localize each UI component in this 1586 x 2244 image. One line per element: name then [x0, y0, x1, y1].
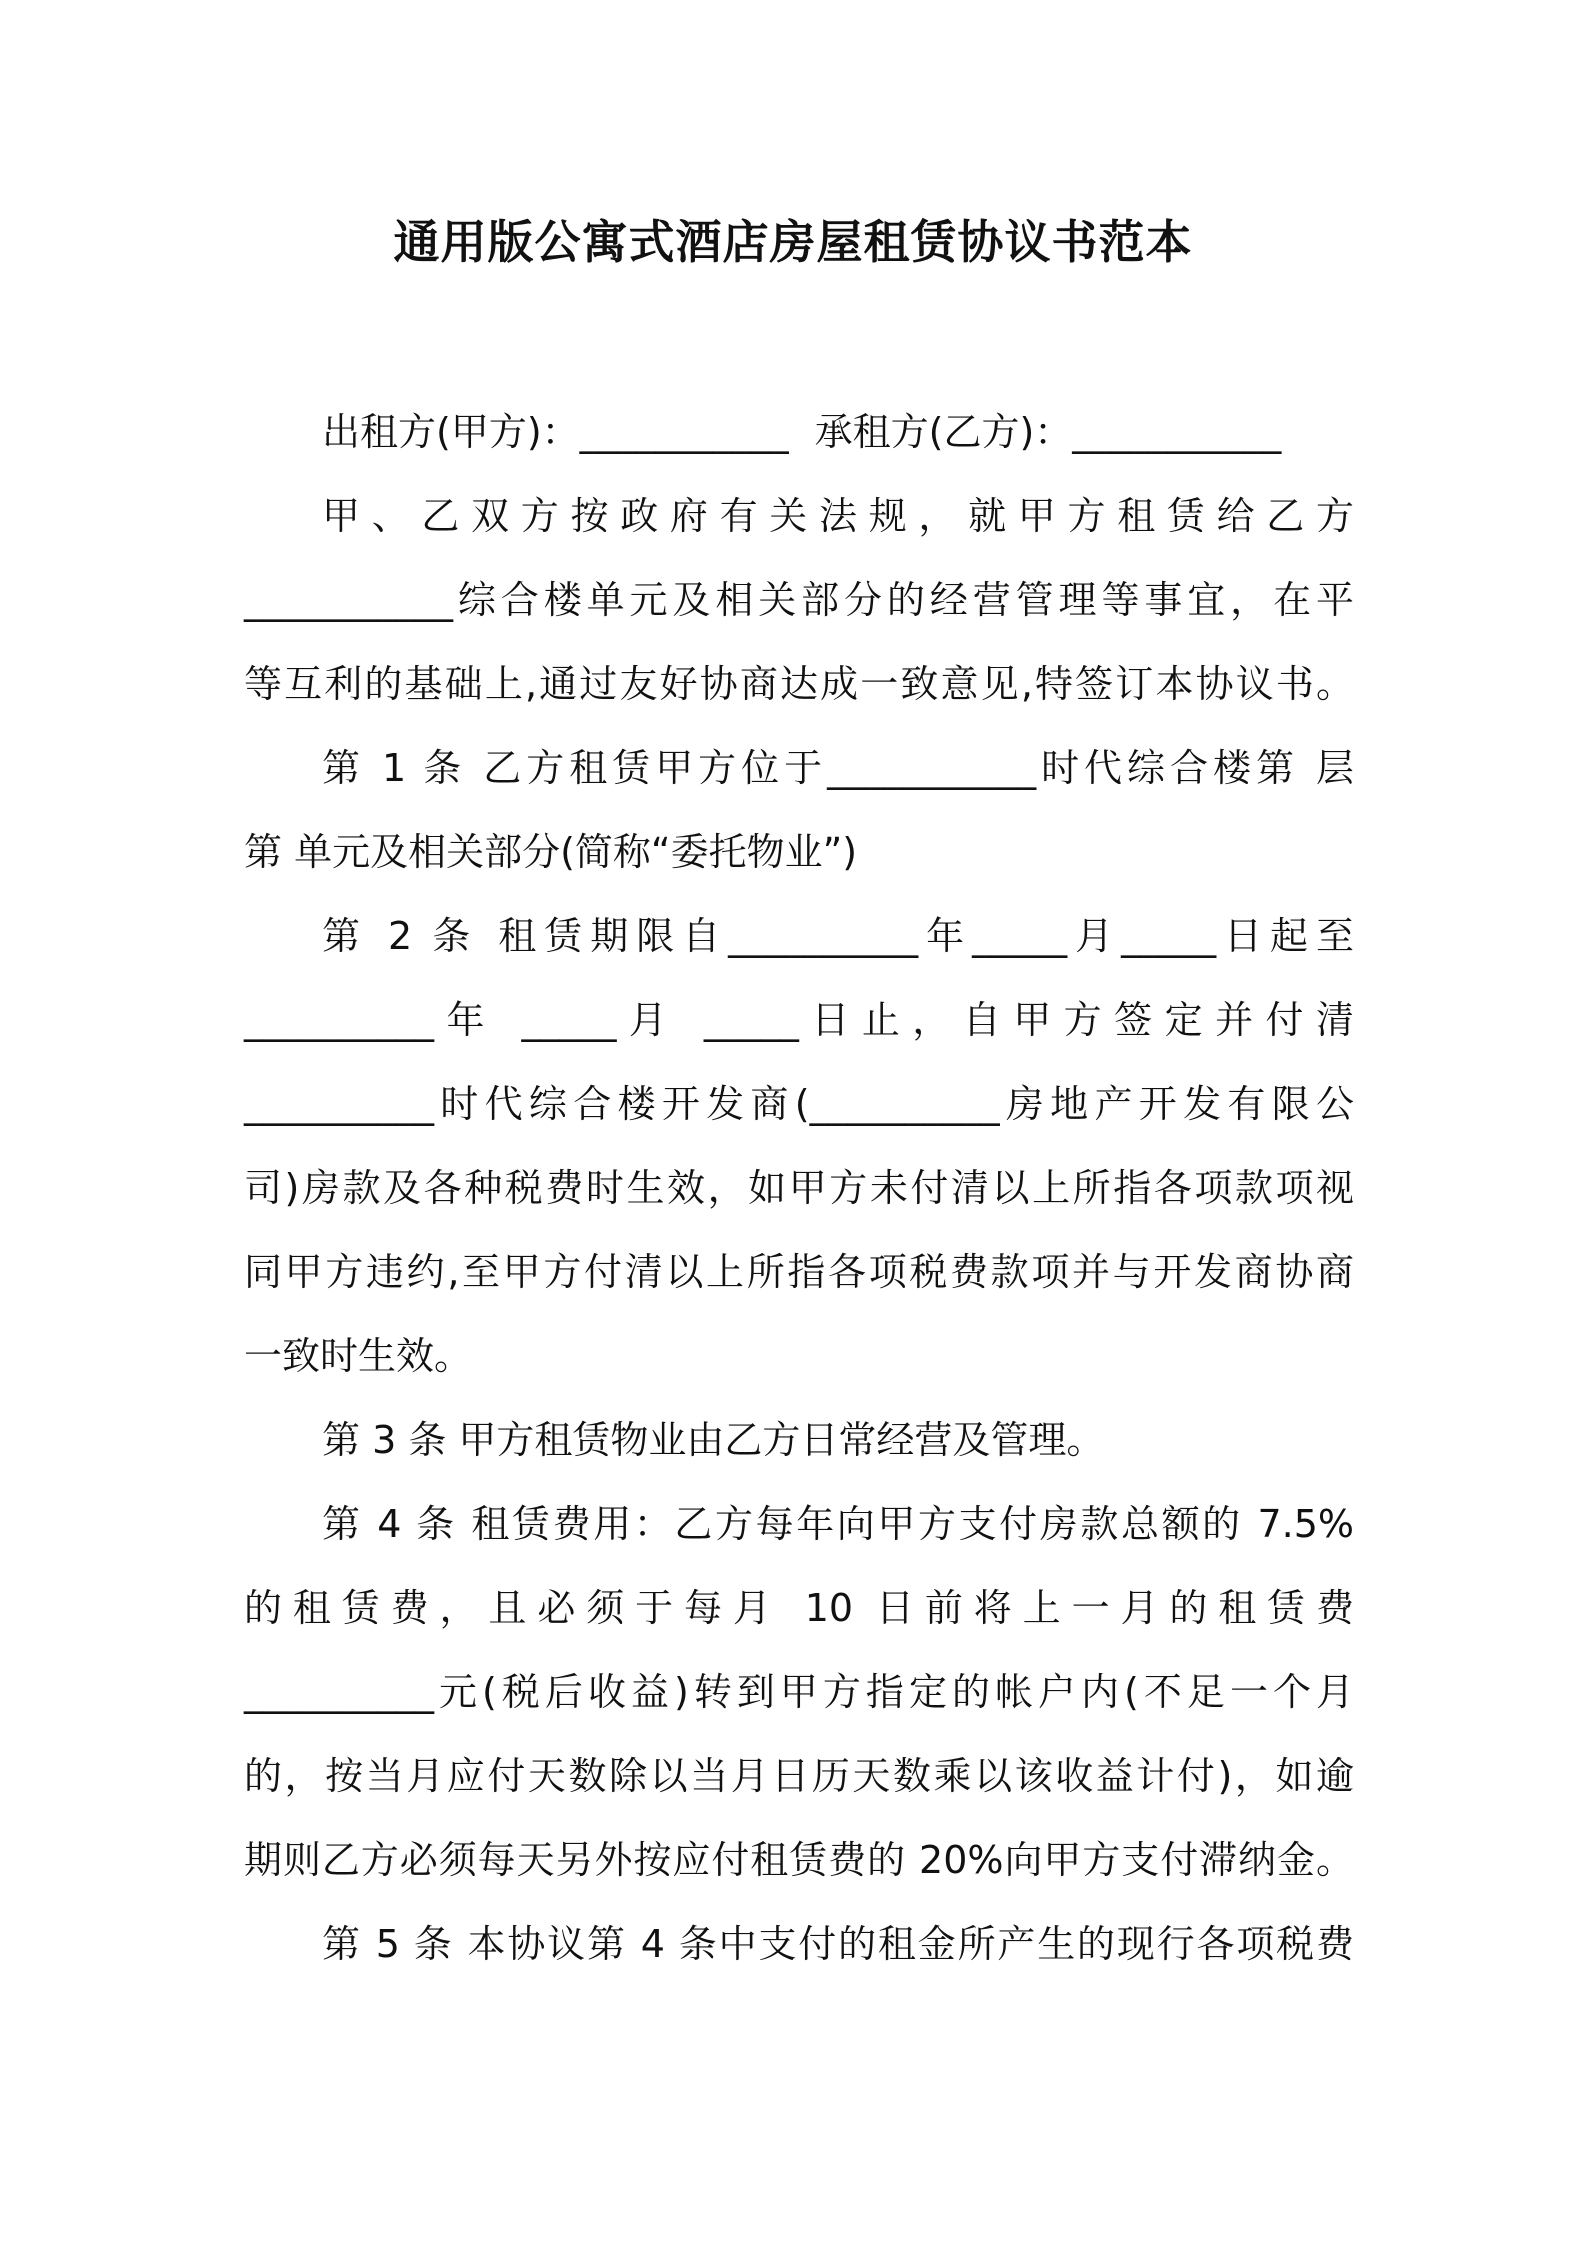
lessor-field: 出租方(甲方)：___________	[322, 410, 789, 454]
article-2-line: __________时代综合楼开发商(__________房地产开发有限公	[244, 1082, 1354, 1126]
article-4-line: 期则乙方必须每天另外按应付租赁费的 20%向甲方支付滞纳金。	[244, 1838, 1354, 1882]
paragraph-line: 甲、乙双方按政府有关法规，就甲方租赁给乙方	[322, 494, 1354, 538]
party-line	[322, 406, 1354, 458]
article-5-line: 第 5 条 本协议第 4 条中支付的租金所产生的现行各项税费	[322, 1922, 1354, 1966]
article-3-line: 第 3 条 甲方租赁物业由乙方日常经营及管理。	[322, 1418, 1105, 1462]
article-2-line: 第 2 条 租赁期限自__________年_____月_____日起至	[322, 914, 1354, 958]
article-4-line: 的，按当月应付天数除以当月日历天数乘以该收益计付)，如逾	[244, 1754, 1354, 1798]
paragraph-line: 等互利的基础上,通过友好协商达成一致意见,特签订本协议书。	[244, 662, 1354, 706]
article-4-line: __________元(税后收益)转到甲方指定的帐户内(不足一个月	[244, 1670, 1354, 1714]
article-1-line: 第 1 条 乙方租赁甲方位于___________时代综合楼第 层	[322, 746, 1354, 790]
article-2-line: 司)房款及各种税费时生效，如甲方未付清以上所指各项款项视	[244, 1166, 1354, 1210]
article-2-line: 同甲方违约,至甲方付清以上所指各项税费款项并与开发商协商	[244, 1250, 1354, 1294]
article-2-line: __________年 _____月 _____日止，自甲方签定并付清	[244, 998, 1354, 1042]
document-title: 通用版公寓式酒店房屋租赁协议书范本	[393, 215, 1193, 269]
article-2-line: 一致时生效。	[244, 1334, 473, 1378]
paragraph-line: ___________综合楼单元及相关部分的经营管理等事宜，在平	[244, 578, 1354, 622]
article-4-line: 的租赁费，且必须于每月 10 日前将上一月的租赁费	[244, 1586, 1354, 1630]
article-4-line: 第 4 条 租赁费用：乙方每年向甲方支付房款总额的 7.5%	[322, 1502, 1354, 1546]
article-1-line: 第 单元及相关部分(简称“委托物业”)	[244, 830, 858, 874]
lessee-field: 承租方(乙方)：___________	[814, 410, 1282, 454]
